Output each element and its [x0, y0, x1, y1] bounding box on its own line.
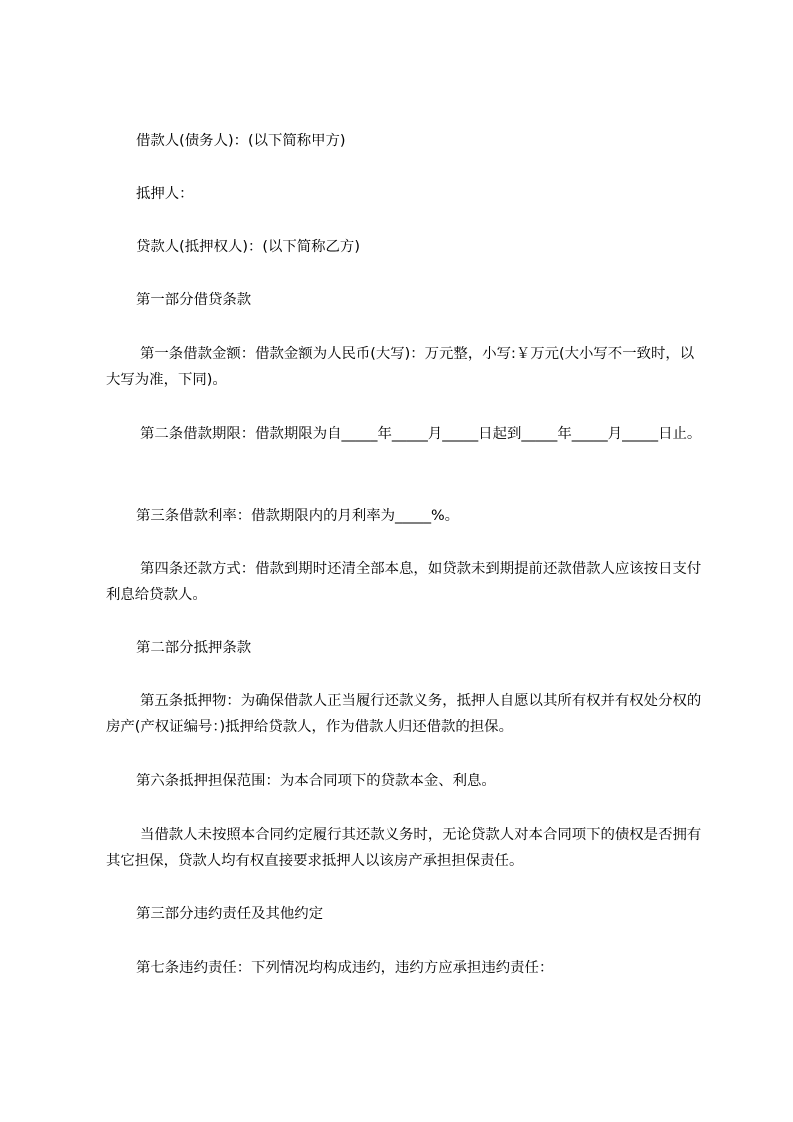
article-2-loan-term: 第二条借款期限：借款期限为自_____年_____月_____日起到_____年_____月_____日止。 [140, 426, 702, 442]
article-7-breach-liability: 第七条违约责任：下列情况均构成违约，违约方应承担违约责任： [136, 960, 554, 976]
guarantee-liability-clause: 当借款人未按照本合同约定履行其还款义务时，无论贷款人对本合同项下的债权是否拥有其它担保，贷款人均有权直接要求抵押人以该房产承担担保责任。 [106, 827, 702, 869]
article-1-loan-amount: 第一条借款金额：借款金额为人民币(大写)：万元整，小写:￥万元(大小写不一致时，以大写为准，下同)。 [106, 346, 695, 388]
article-6-guarantee-scope: 第六条抵押担保范围：为本合同项下的贷款本金、利息。 [136, 773, 496, 789]
article-5-collateral: 第五条抵押物：为确保借款人正当履行还款义务，抵押人自愿以其所有权并有权处分权的房产(产权证编号：)抵押给贷款人，作为借款人归还借款的担保。 [106, 693, 702, 735]
borrower-line: 借款人(债务人)：(以下简称甲方) [136, 133, 346, 149]
section-heading-mortgage-terms: 第二部分抵押条款 [136, 640, 252, 656]
lender-line: 贷款人(抵押权人)：(以下简称乙方) [136, 239, 360, 255]
mortgagor-line: 抵押人： [136, 186, 194, 202]
article-4-repayment: 第四条还款方式：借款到期时还清全部本息，如贷款未到期提前还款借款人应该按日支付利息给贷款人。 [106, 561, 702, 603]
section-heading-loan-terms: 第一部分借贷条款 [136, 292, 252, 308]
article-3-interest-rate: 第三条借款利率：借款期限内的月利率为_____%。 [136, 508, 460, 524]
section-heading-breach: 第三部分违约责任及其他约定 [136, 906, 324, 922]
